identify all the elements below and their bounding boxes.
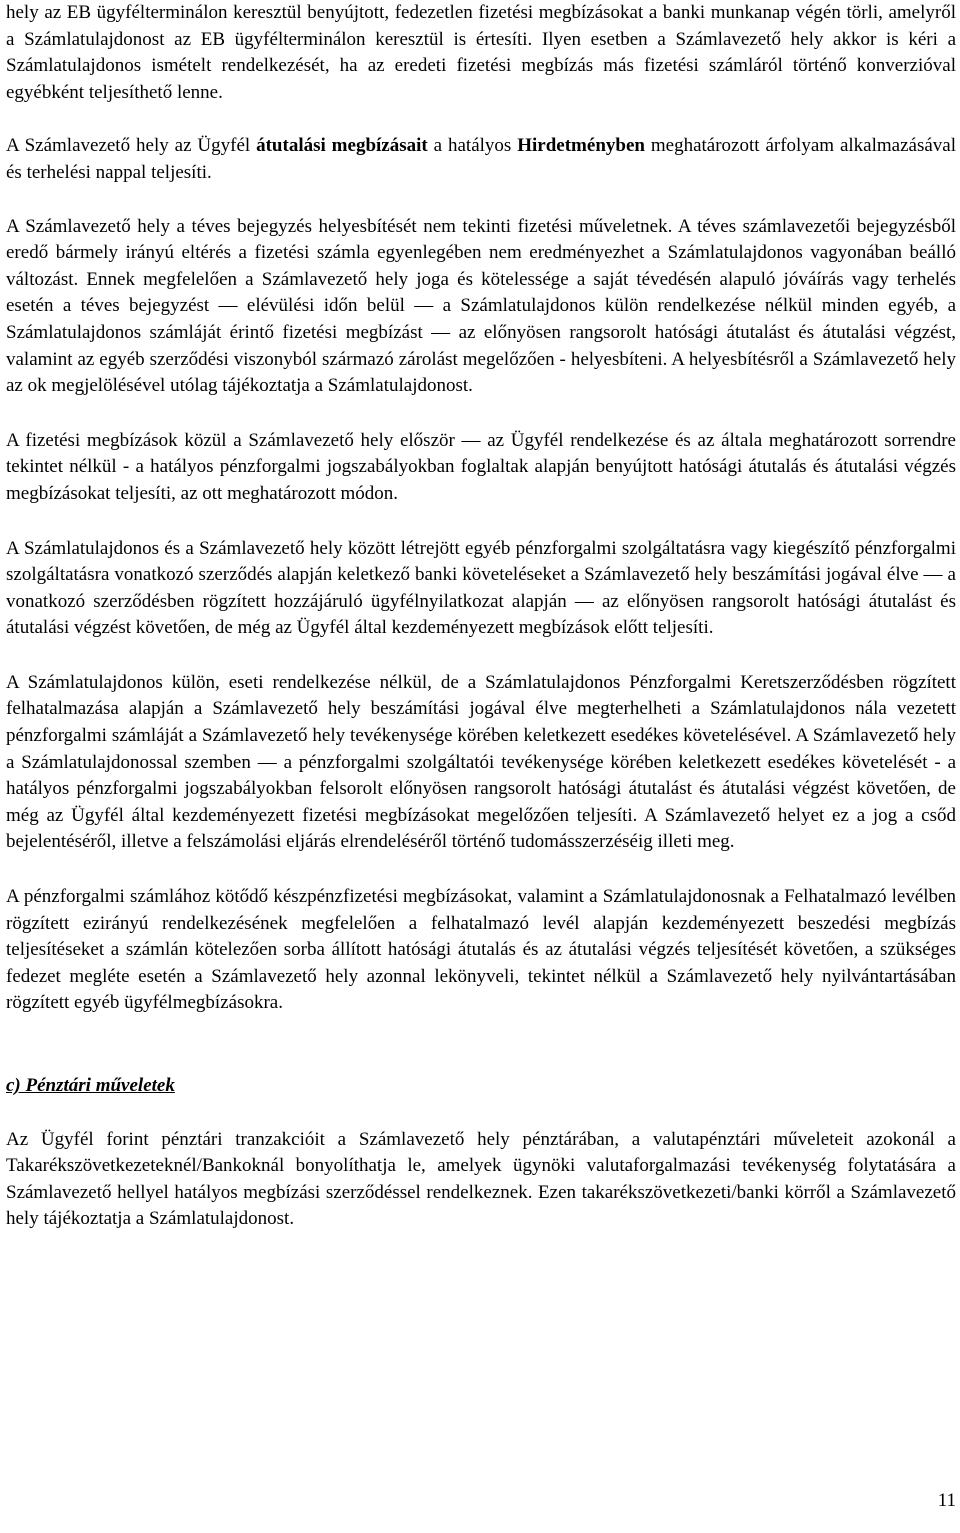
paragraph-7: A pénzforgalmi számlához kötődő készpénzfizetési megbízásokat, valamint a Számlatulajdonosnak a Felhatalmazó levélben rögzített ezirányú rendelkezésének megfelelően a felhatalmazó levél alapján kezdeményezett beszedési megbízás teljesítéseket a számlán kötelezően sorba állított hatósági átutalás és az átutalási végzés teljesítését követően, a szükséges fedezet megléte esetén a Számlavezető hely azonnal lekönyveli, tekintet nélkül a Számlavezető hely nyilvántartásában rögzített egyéb ügyfélmegbízásokra. — [6, 886, 956, 1014]
paragraph-2-text-c: meghatározott árfolyam alkalmazásával és terhelési nappal teljesíti. — [6, 135, 956, 183]
paragraph-2-text-b: a hatályos — [427, 135, 518, 157]
paragraph-5: A Számlatulajdonos és a Számlavezető hely között létrejött egyéb pénzforgalmi szolgáltatásra vagy kiegészítő pénzforgalmi szolgáltatásra vonatkozó szerződés alapján keletkező banki követeléseket a Számlavezető hely beszámítási jogával élve ― a vonatkozó szerződésben rögzített hozzájáruló ügyfélnyilatkozat alapján ― az előnyösen rangsorolt hatósági átutalást és átutalási végzést követően, de még az Ügyfél által kezdeményezett megbízások előtt teljesíti. — [6, 537, 956, 639]
paragraph-1: hely az EB ügyfélterminálon keresztül benyújtott, fedezetlen fizetési megbízásokat a banki munkanap végén törli, amelyről a Számlatulajdonost az EB ügyfélterminálon keresztül is értesíti. Ilyen esetben a Számlavezető hely akkor is kéri a Számlatulajdonos ismételt rendelkezését, ha az eredeti fizetési megbízás más fizetési számláról történő konverzióval egyébként teljesíthető lenne. — [6, 2, 956, 103]
paragraph-2-bold-transfer-orders: átutalási megbízásait — [256, 135, 428, 157]
page-number: 11 — [937, 1490, 956, 1511]
section-paragraph: Az Ügyfél forint pénztári tranzakcióit a Számlavezető hely pénztárában, a valutapénztári műveleteit azokonál a Takarékszövetkezeteknél/Bankoknál bonyolíthatja le, amelyek ügynöki valutaforgalmazási tevékenység folytatására a Számlavezető hellyel hatályos megbízási szerződéssel rendelkeznek. Ezen takarékszövetkezeti/banki körről a Számlavezető hely tájékoztatja a Számlatulajdonost. — [6, 1128, 956, 1230]
paragraph-2-bold-announcement: Hirdetményben — [517, 135, 645, 157]
paragraph-6: A Számlatulajdonos külön, eseti rendelkezése nélkül, de a Számlatulajdonos Pénzforgalmi Keretszerződésben rögzített felhatalmazása alapján a Számlavezető hely beszámítási jogával élve megterhelheti a Számlatulajdonos nála vezetett pénzforgalmi számláját a Számlavezető hely tevékenysége körében keletkezett esedékes követelésével. A Számlavezető hely a Számlatulajdonossal szemben ― a pénzforgalmi szolgáltatói tevékenysége körében keletkezett esedékes követelését - a hatályos pénzforgalmi jogszabályokban felsorolt előnyösen rangsorolt hatósági átutalást és átutalási végzést követően, de még az Ügyfél által kezdeményezett fizetési megbízásokat megelőzően teljesíti. A Számlavezető helyet ez a jog a csőd bejelentéséről, illetve a felszámolási eljárás elrendeléséről történő tudomásszerzéséig illeti meg. — [6, 671, 956, 853]
paragraph-3: A Számlavezető hely a téves bejegyzés helyesbítését nem tekinti fizetési műveletnek. A téves számlavezetői bejegyzésből eredő bármely irányú eltérés a fizetési számla egyenlegében nem eredményezhet a Számlatulajdonos vagyonában beálló változást. Ennek megfelelően a Számlavezető hely joga és kötelessége a saját tévedésén alapuló jóváírás vagy terhelés esetén a téves bejegyzést ― elévülési időn belül ― a Számlatulajdonos külön rendelkezése nélkül minden egyéb, a Számlatulajdonos számláját érintő fizetési megbízást ― az előnyösen rangsorolt hatósági átutalást és átutalási végzést, valamint az egyéb szerződési viszonyból származó zárolást megelőzően - helyesbíteni. A helyesbítésről a Számlavezető hely az ok megjelölésével utólag tájékoztatja a Számlatulajdonost. — [6, 215, 956, 397]
paragraph-2-text-a: A Számlavezető hely az Ügyfél — [6, 135, 257, 157]
section-heading: c) Pénztári műveletek — [6, 1075, 175, 1096]
paragraph-2 — [6, 133, 956, 186]
document-page — [6, 0, 956, 1233]
paragraph-4: A fizetési megbízások közül a Számlavezető hely először ― az Ügyfél rendelkezése és az általa meghatározott sorrendre tekintet nélkül - a hatályos pénzforgalmi jogszabályokban foglaltak alapján benyújtott hatósági átutalás és átutalási végzés megbízásokat teljesíti, az ott meghatározott módon. — [6, 429, 956, 504]
